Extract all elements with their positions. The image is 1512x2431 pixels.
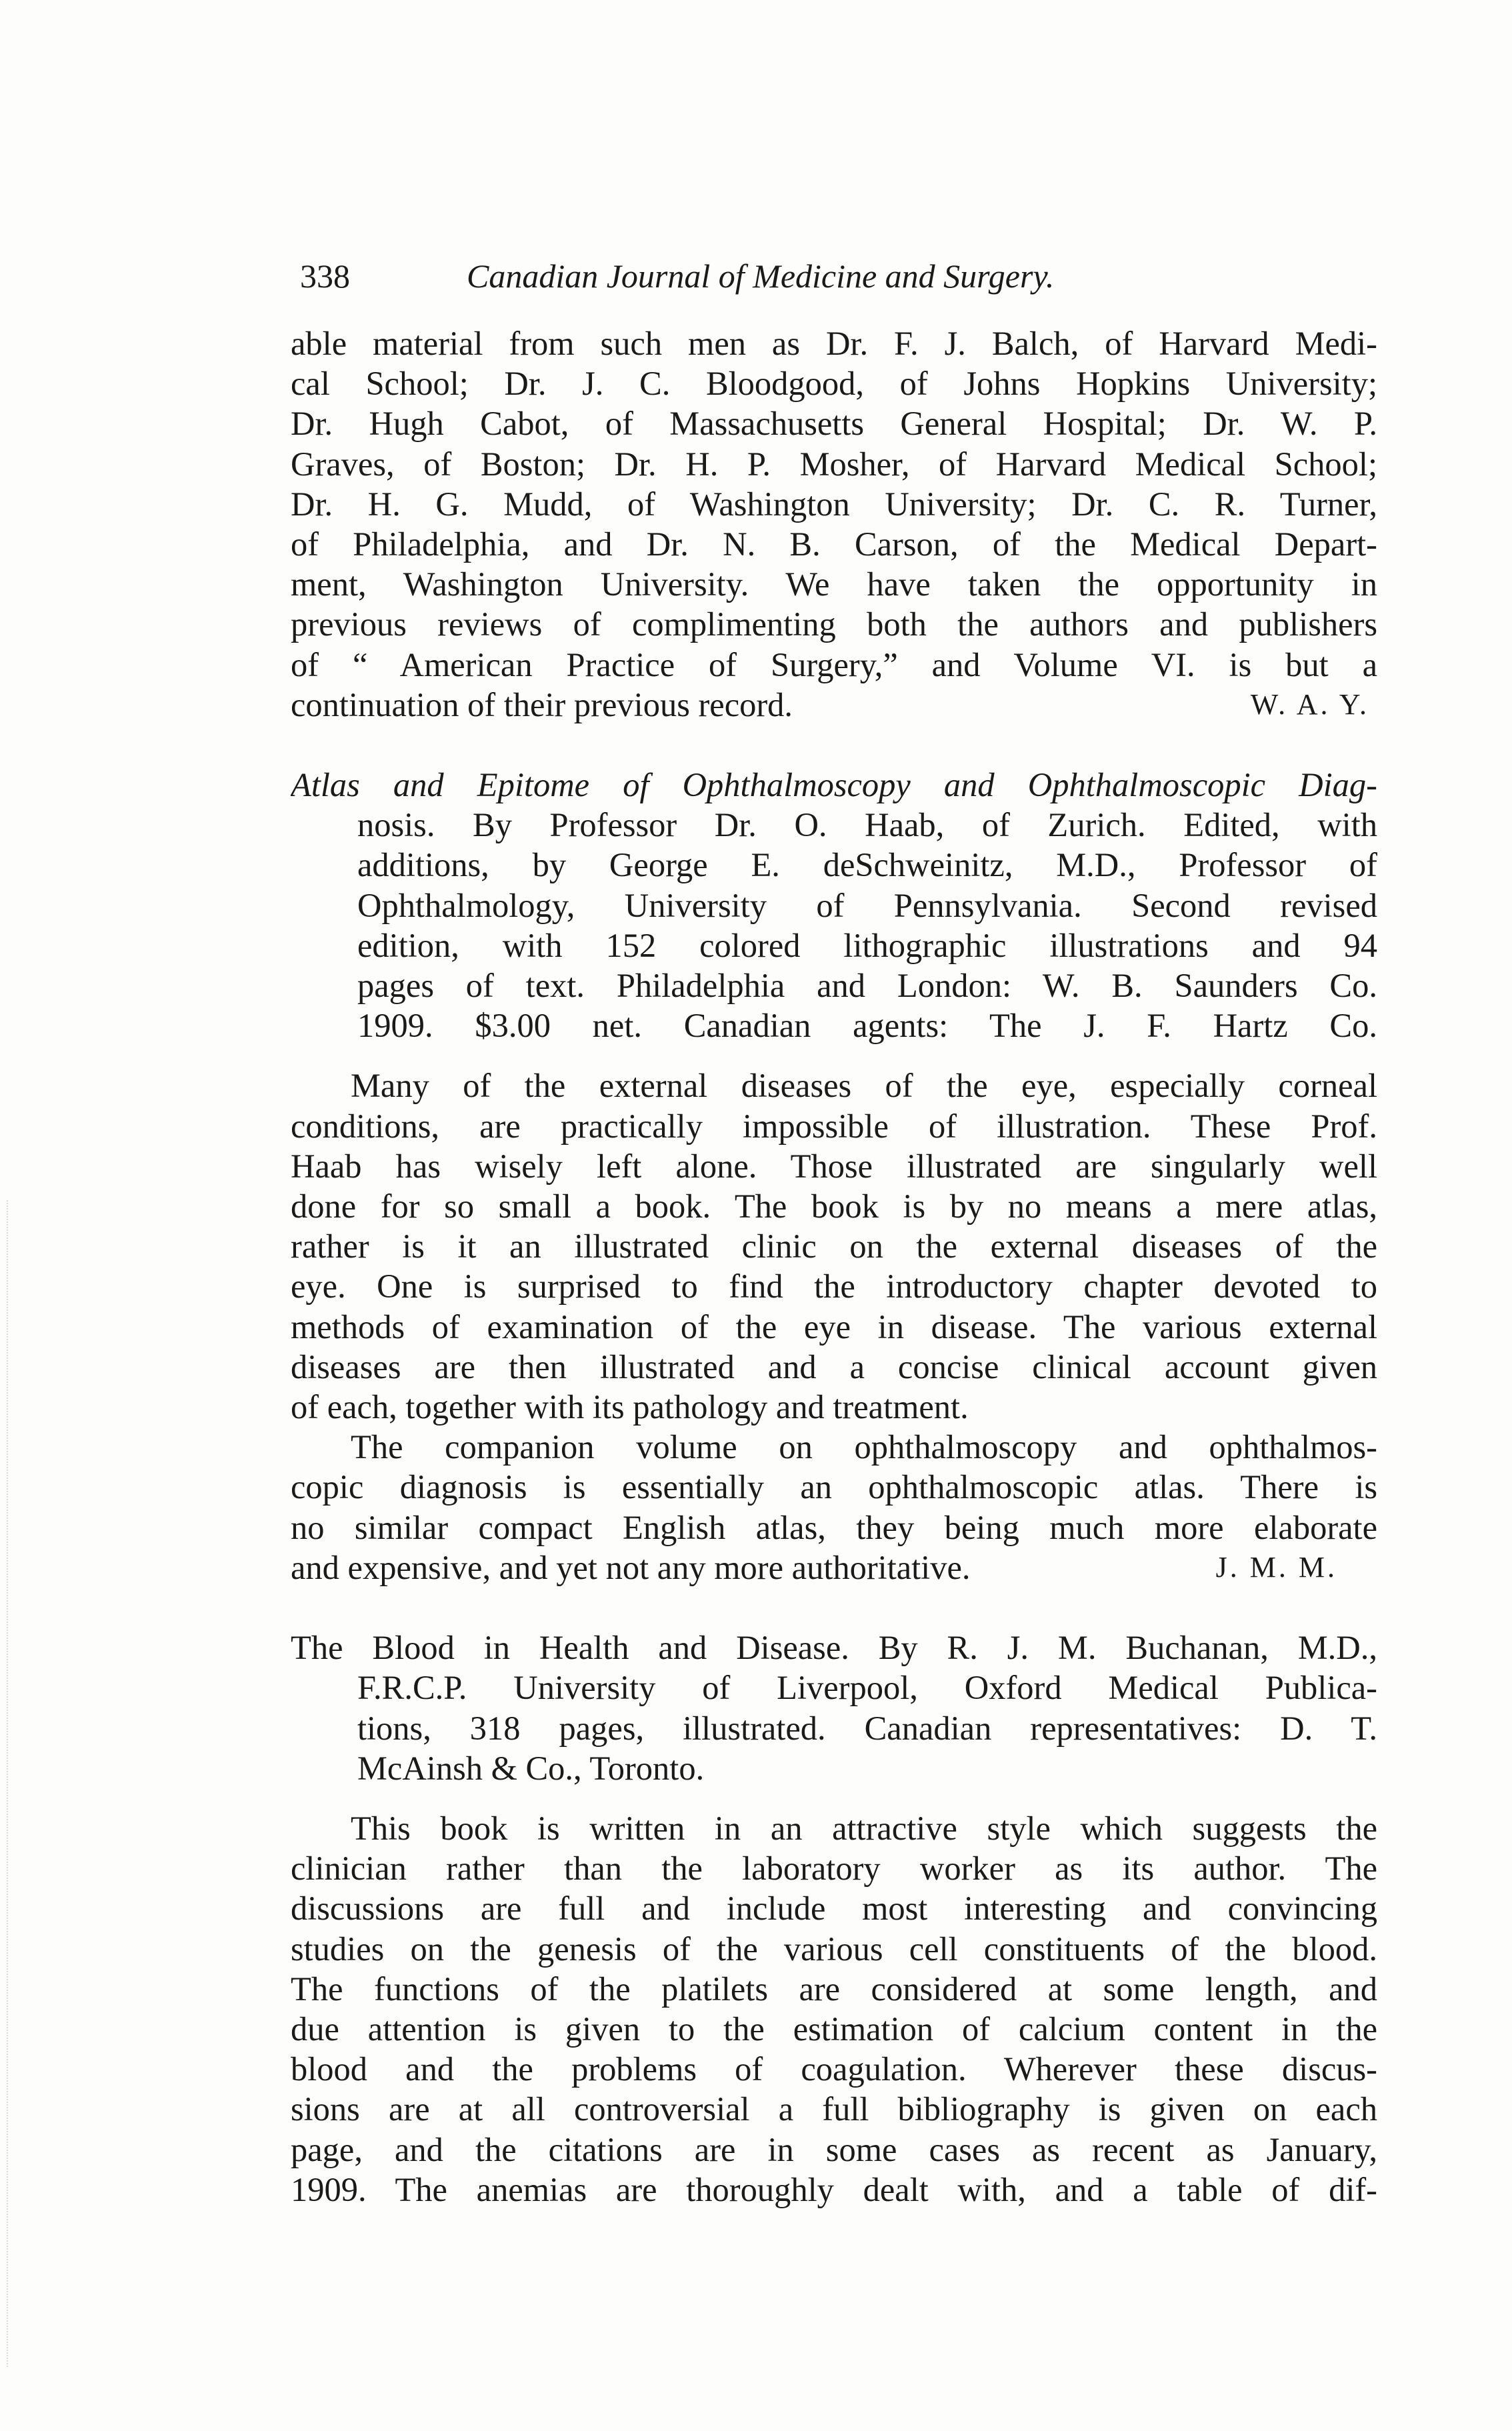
citation-title-line: Atlas and Epitome of Ophthalmoscopy and Ophthalmoscopic Diag- bbox=[291, 766, 1377, 804]
text-line: copic diagnosis is essentially an ophthalmoscopic atlas. There is bbox=[291, 1468, 1377, 1506]
scan-margin-specks bbox=[7, 1200, 28, 2367]
reviewer-signature: J. M. M. bbox=[1215, 1550, 1337, 1584]
text-line: previous reviews of complimenting both the authors and publishers bbox=[291, 605, 1377, 643]
text-line: of each, together with its pathology and treatment. bbox=[291, 1388, 969, 1426]
text-line: edition, with 152 colored lithographic illustrations and 94 bbox=[357, 926, 1377, 964]
text-line: Many of the external diseases of the eye, especially corneal bbox=[351, 1067, 1377, 1105]
text-line: done for so small a book. The book is by no means a mere atlas, bbox=[291, 1187, 1377, 1226]
text-line: discussions are full and include most interesting and convincing bbox=[291, 1890, 1377, 1928]
review-citation bbox=[291, 765, 1377, 1045]
review-continuation bbox=[291, 323, 1377, 725]
text-line: Graves, of Boston; Dr. H. P. Mosher, of Harvard Medical School; bbox=[291, 445, 1377, 483]
review-paragraph bbox=[291, 1808, 1377, 2210]
text-line: The functions of the platilets are considered at some length, and bbox=[291, 1970, 1377, 2008]
text-line: of “ American Practice of Surgery,” and Volume VI. is but a bbox=[291, 645, 1377, 683]
text-line: sions are at all controversial a full bibliography is given on each bbox=[291, 2090, 1377, 2128]
text-line: This book is written in an attractive style which suggests the bbox=[351, 1809, 1377, 1847]
text-line: McAinsh & Co., Toronto. bbox=[357, 1749, 705, 1787]
text-line: of Philadelphia, and Dr. N. B. Carson, of the Medical Depart- bbox=[291, 525, 1377, 563]
text-line-last bbox=[291, 685, 1377, 725]
spacer bbox=[291, 1788, 1377, 1808]
reviewer-signature: W. A. Y. bbox=[1250, 687, 1369, 721]
text-line: The companion volume on ophthalmoscopy and ophthalmos- bbox=[351, 1428, 1377, 1466]
text-line: pages of text. Philadelphia and London: W. B. Saunders Co. bbox=[357, 967, 1377, 1005]
text-line: nosis. By Professor Dr. O. Haab, of Zurich. Edited, with bbox=[357, 806, 1377, 844]
text-line: tions, 318 pages, illustrated. Canadian representatives: D. T. bbox=[357, 1709, 1377, 1747]
text-line: clinician rather than the laboratory worker as its author. The bbox=[291, 1850, 1377, 1888]
text-line: 1909. The anemias are thoroughly dealt with, and a table of dif- bbox=[291, 2170, 1377, 2208]
citation-hanging bbox=[291, 805, 1377, 1045]
text-line: no similar compact English atlas, they being much more elaborate bbox=[291, 1508, 1377, 1546]
text-line: due attention is given to the estimation of calcium content in the bbox=[291, 2010, 1377, 2048]
running-title: Canadian Journal of Medicine and Surgery. bbox=[467, 257, 1055, 295]
review-citation bbox=[291, 1628, 1377, 1788]
text-line: rather is it an illustrated clinic on the external diseases of the bbox=[291, 1228, 1377, 1266]
citation-hanging bbox=[291, 1668, 1377, 1788]
text-line: ment, Washington University. We have taken the opportunity in bbox=[291, 565, 1377, 603]
spacer bbox=[291, 725, 1377, 765]
text-line: methods of examination of the eye in disease. The various external bbox=[291, 1308, 1377, 1346]
text-line: conditions, are practically impossible of illustration. These Prof. bbox=[291, 1107, 1377, 1145]
text-line: cal School; Dr. J. C. Bloodgood, of Johns Hopkins University; bbox=[291, 365, 1377, 403]
text-line: Dr. H. G. Mudd, of Washington University; Dr. C. R. Turner, bbox=[291, 485, 1377, 523]
text-line: 1909. $3.00 net. Canadian agents: The J. F. Hartz Co. bbox=[357, 1007, 1377, 1045]
page-number: 338 bbox=[300, 257, 350, 295]
text-line: eye. One is surprised to find the introductory chapter devoted to bbox=[291, 1268, 1377, 1306]
text-line: continuation of their previous record. bbox=[291, 685, 793, 723]
review-paragraph bbox=[291, 1427, 1377, 1588]
citation-title-line: The Blood in Health and Disease. By R. J. M. Buchanan, M.D., bbox=[291, 1629, 1377, 1667]
text-line: Dr. Hugh Cabot, of Massachusetts General Hospital; Dr. W. P. bbox=[291, 405, 1377, 443]
text-line: blood and the problems of coagulation. Wherever these discus- bbox=[291, 2050, 1377, 2088]
text-line: F.R.C.P. University of Liverpool, Oxford Medical Publica- bbox=[357, 1669, 1377, 1707]
text-line: page, and the citations are in some cases as recent as January, bbox=[291, 2130, 1377, 2168]
page-body bbox=[291, 323, 1377, 2210]
review-paragraph bbox=[291, 1065, 1377, 1427]
text-line: able material from such men as Dr. F. J. Balch, of Harvard Medi- bbox=[291, 325, 1377, 362]
spacer bbox=[291, 1045, 1377, 1065]
spacer bbox=[291, 1588, 1377, 1628]
text-line: diseases are then illustrated and a concise clinical account given bbox=[291, 1348, 1377, 1386]
text-line: additions, by George E. deSchweinitz, M.D., Professor of bbox=[357, 846, 1377, 884]
text-line: studies on the genesis of the various cell constituents of the blood. bbox=[291, 1930, 1377, 1968]
page-header bbox=[300, 257, 1240, 303]
text-line: and expensive, and yet not any more authoritative. bbox=[291, 1548, 971, 1586]
text-line-last bbox=[291, 1548, 1377, 1588]
text-line: Ophthalmology, University of Pennsylvania. Second revised bbox=[357, 886, 1377, 924]
text-line: Haab has wisely left alone. Those illustrated are singularly well bbox=[291, 1147, 1377, 1185]
